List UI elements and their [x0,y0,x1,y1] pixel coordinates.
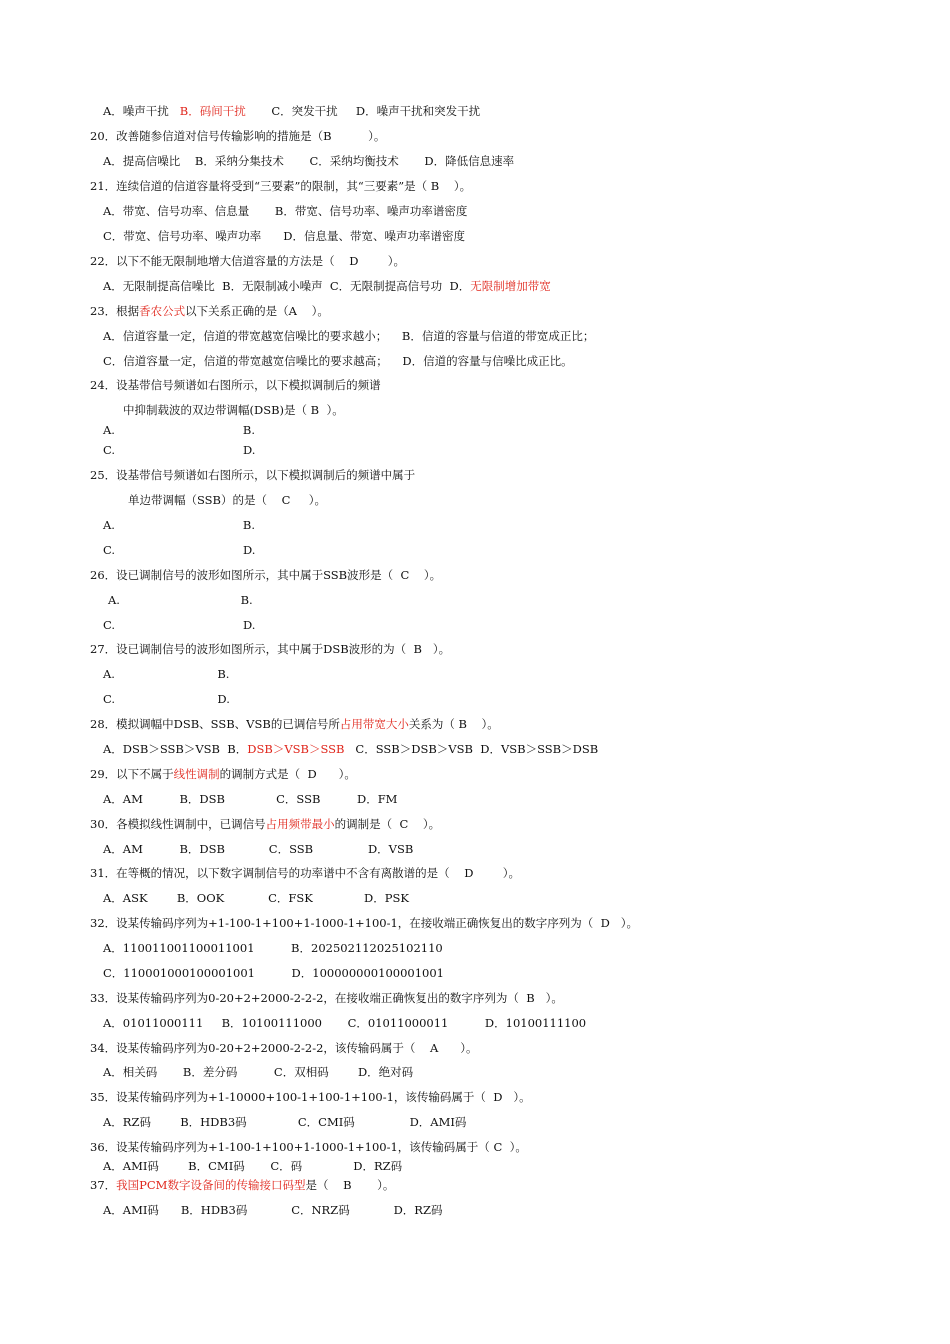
highlighted-text: B．码间干扰 [179,104,246,118]
text-line [103,966,444,980]
text-segment: A．带宽、信号功率、信息量 B．带宽、信号功率、噪声功率谱密度 [103,204,468,218]
text-line [103,891,409,905]
text-line [90,866,520,880]
text-segment: A. B. [103,667,230,681]
text-line [103,667,229,681]
text-segment: 的调制是（ C ）。 [334,817,441,831]
text-line [103,329,594,343]
text-segment: 28．模拟调幅中DSB、SSB、VSB的已调信号所 [90,717,340,731]
text-line [103,443,255,457]
text-line [103,742,598,756]
text-segment: A．110011001100011001 B．202502112025102110 [103,941,443,955]
text-line [90,916,638,930]
text-segment: 关系为（ B ）。 [408,717,499,731]
text-line [103,1159,402,1173]
text-line [90,1090,531,1104]
text-line [103,792,397,806]
text-segment: A. B. [103,518,256,532]
text-segment: A．噪声干扰 [103,104,180,118]
text-segment: C. D. [103,443,256,457]
text-segment: A．RZ码 B．HDB3码 C．CMI码 D．AMI码 [103,1115,467,1129]
text-line [90,991,563,1005]
text-segment: 20．改善随参信道对信号传输影响的措施是（B ）。 [90,129,386,143]
text-segment: A．01011000111 B．10100111000 C．01011000011 D．10100111100 [103,1016,587,1030]
text-line [103,1115,466,1129]
text-segment: A. B. [108,593,253,607]
text-segment: 22．以下不能无限制地增大信道容量的方法是（ D ）。 [90,254,405,268]
text-line [103,1016,586,1030]
text-line [90,1140,527,1154]
text-segment: 中抑制载波的双边带调幅(DSB)是（ B ）。 [123,403,344,417]
text-segment: A．ASK B．OOK C．FSK D．PSK [103,891,409,905]
text-segment: 24．设基带信号频谱如右图所示，以下模拟调制后的频谱 [90,378,381,392]
text-line [103,204,467,218]
text-line [90,179,471,193]
text-line [90,568,441,582]
highlighted-text: DSB＞VSB＞SSB [247,742,345,756]
text-segment: 33．设某传输码序列为0-20+2+2000-2-2-2，在接收端正确恢复出的数字序列为（ B ）。 [90,991,563,1005]
text-segment: A．AMI码 B．HDB3码 C．NRZ码 D．RZ码 [103,1203,443,1217]
text-segment: 36．设某传输码序列为+1-100-1+100+1-1000-1+100-1，该传输码属于（ C ）。 [90,1140,527,1154]
text-line [108,593,253,607]
text-segment: 单边带调幅（SSB）的是（ C ）。 [128,493,326,507]
highlighted-text: 占用频带最小 [265,817,335,831]
text-segment: A．信道容量一定，信道的带宽越宽信噪比的要求越小； B．信道的容量与信道的带宽成正比； [103,329,595,343]
text-line [123,403,344,417]
text-line [90,1041,478,1055]
highlighted-text: 无限制增加带宽 [470,279,551,293]
text-segment: A．DSB＞SSB＞VSB B． [103,742,248,756]
text-line [90,468,415,482]
text-segment: C．信道容量一定，信道的带宽越宽信噪比的要求越高； D．信道的容量与信噪比成正比。 [103,354,573,368]
text-line [90,304,329,318]
text-segment: 23．根据 [90,304,140,318]
text-line [103,104,480,118]
text-segment: C．110001000100001001 D．100000000100001001 [103,966,444,980]
text-segment: 以下关系正确的是（A ）。 [185,304,329,318]
text-line [90,717,499,731]
text-line [128,493,326,507]
text-line [103,1065,413,1079]
text-segment: A．AM B．DSB C．SSB D．VSB [103,842,414,856]
text-line [103,842,413,856]
text-segment: C. D. [103,692,230,706]
text-segment: A．AM B．DSB C．SSB D．FM [103,792,398,806]
text-segment: C. D. [103,543,256,557]
text-segment: A．无限制提高信噪比 B．无限制减小噪声 C．无限制提高信号功 D． [103,279,471,293]
text-line [90,254,405,268]
text-segment: C. D. [103,618,256,632]
text-segment: C．突发干扰 D．噪声干扰和突发干扰 [245,104,481,118]
text-segment: 31．在等概的情况，以下数字调制信号的功率谱中不含有离散谱的是（ D ）。 [90,866,520,880]
text-line [103,618,255,632]
text-line [90,129,385,143]
text-segment: 的调制方式是（ D ）。 [219,767,356,781]
text-segment: 34．设某传输码序列为0-20+2+2000-2-2-2，该传输码属于（ A ）。 [90,1041,478,1055]
text-line [103,154,514,168]
text-line [90,642,450,656]
text-line [103,354,573,368]
highlighted-text: 香农公式 [139,304,186,318]
highlighted-text: 线性调制 [173,767,220,781]
text-segment: C．SSB＞DSB＞VSB D．VSB＞SSB＞DSB [344,742,599,756]
highlighted-text: 占用带宽大小 [339,717,409,731]
text-segment: 27．设已调制信号的波形如图所示，其中属于DSB波形的为（ B ）。 [90,642,451,656]
text-line [103,518,255,532]
text-line [103,279,551,293]
text-segment: A．AMI码 B．CMI码 C．码 D．RZ码 [103,1159,403,1173]
text-line [90,817,440,831]
text-line [103,941,443,955]
text-segment: 32．设某传输码序列为+1-100-1+100+1-1000-1+100-1，在接收端正确恢复出的数字序列为（ D ）。 [90,916,639,930]
text-line [103,229,465,243]
highlighted-text: 我国PCM数字设备间的传输接口码型 [116,1178,306,1192]
text-segment: 35．设某传输码序列为+1-10000+100-1+100-1+100-1，该传输码属于（ D ）。 [90,1090,531,1104]
text-segment: 21．连续信道的信道容量将受到“三要素”的限制，其“三要素”是（ B ）。 [90,179,472,193]
text-segment: 25．设基带信号频谱如右图所示，以下模拟调制后的频谱中属于 [90,468,416,482]
text-line [90,378,381,392]
text-line [90,1178,394,1192]
text-segment: A. B. [103,423,256,437]
text-segment: 37． [90,1178,117,1192]
text-line [90,767,356,781]
text-line [103,423,255,437]
text-line [103,1203,442,1217]
text-segment: 29．以下不属于 [90,767,174,781]
text-segment: A．相关码 B．差分码 C．双相码 D．绝对码 [103,1065,414,1079]
text-segment: 30．各模拟线性调制中，已调信号 [90,817,266,831]
text-segment: C．带宽、信号功率、噪声功率 D．信息量、带宽、噪声功率谱密度 [103,229,465,243]
text-segment: 是（ B ）。 [305,1178,395,1192]
text-segment: 26．设已调制信号的波形如图所示，其中属于SSB波形是（ C ）。 [90,568,442,582]
text-line [103,692,230,706]
text-line [103,543,255,557]
text-segment: A．提高信噪比 B．采纳分集技术 C．采纳均衡技术 D．降低信息速率 [103,154,515,168]
